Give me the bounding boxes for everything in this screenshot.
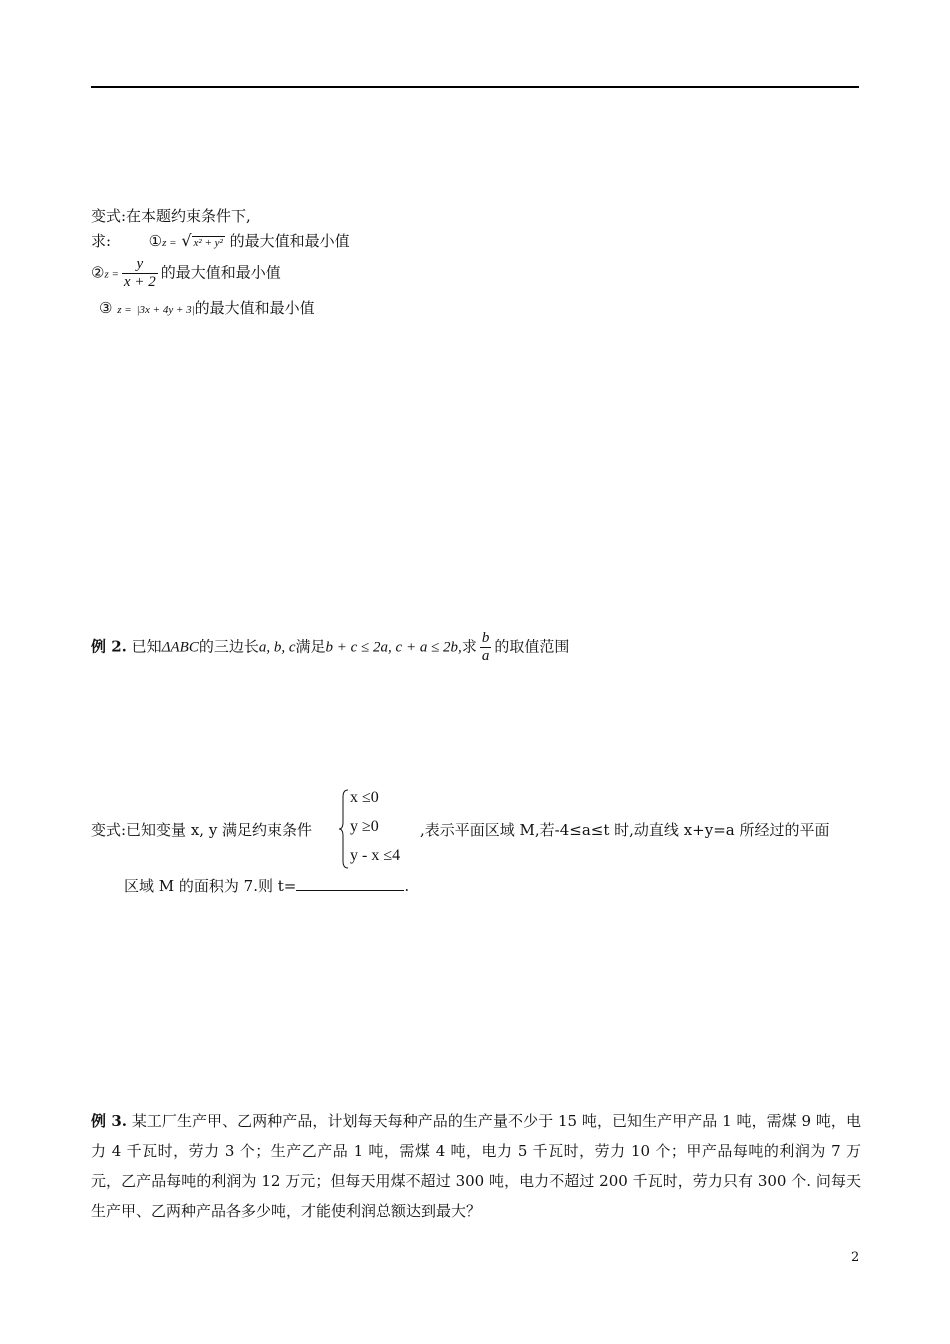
condition: b + c ≤ 2a, c + a ≤ 2b, [325, 639, 462, 656]
item-marker: ③ [99, 299, 113, 317]
item-suffix: 的最大值和最小值 [160, 263, 281, 282]
answer-blank [296, 876, 404, 891]
side-lengths: a, b, c [258, 639, 296, 656]
constraint-2: y ≥0 [350, 818, 379, 835]
variant1-intro: 变式:在本题约束条件下, [91, 207, 251, 225]
variant1-item-2 [91, 256, 281, 291]
variant2-line2: 区域 M 的面积为 7.则 t= . [124, 877, 410, 895]
variant2-tail: ,表示平面区域 M,若-4≤a≤t 时,动直线 x+y=a 所经过的平面 [420, 821, 830, 839]
triangle-name: ΔABC [161, 639, 199, 656]
abs-expression: |3x + 4y + 3| [136, 304, 195, 316]
example2: 例 2. 已知ΔABC的三边长a, b, c满足b + c ≤ 2a, c + a ≤ 2b,求 $\frac{b}{a}$ 的取值范围 [91, 630, 570, 664]
item-suffix: 的最大值和最小值 [229, 232, 350, 250]
example-label: 例 3. [91, 1112, 127, 1130]
page-number: 2 [851, 1250, 860, 1265]
fraction: $\frac{y}{x + 2}$ [123, 256, 156, 290]
example-label: 例 2. [91, 637, 127, 656]
sqrt-icon: √ [181, 231, 192, 250]
variant2-lead: 变式:已知变量 x, y 满足约束条件 [91, 821, 313, 839]
variant1-item-3 [99, 299, 315, 317]
item-suffix: 的最大值和最小值 [194, 299, 315, 317]
header-rule [91, 86, 859, 88]
constraint-1: x ≤0 [350, 789, 379, 806]
example3 [91, 1106, 861, 1226]
sqrt-radicand: x² + y² [193, 237, 223, 249]
item-marker: ① [148, 232, 163, 250]
expr-lhs: z = [117, 304, 132, 316]
variant1-item-1 [91, 231, 350, 250]
expr-lhs: z = [104, 268, 119, 281]
constraint-3: y - x ≤4 [350, 847, 401, 864]
left-brace-icon [338, 789, 350, 869]
example3-text: 某工厂生产甲、乙两种产品，计划每天每种产品的生产量不少于 15 吨，已知生产甲产品 1 吨，需煤 9 吨，电力 4 千瓦时，劳力 3 个；生产乙产品 1 吨，需煤 4 吨，电力 5 千瓦时，劳力 10 个；甲产品每吨的利润为 7 万元，乙产品每吨的利润为 12 万元；但每天用煤不超过 300 吨，电力不超过 200 千瓦时，劳力只有 300 个. 问每天生产甲、乙两种产品各多少吨，才能使利润总额达到最大？ [91, 1112, 861, 1220]
expr-lhs: z = [162, 237, 177, 249]
constraint-system [338, 789, 418, 869]
ask-label: 求: [91, 232, 112, 250]
fraction: $\frac{b}{a}$ [481, 630, 490, 664]
item-marker: ② [91, 263, 105, 282]
